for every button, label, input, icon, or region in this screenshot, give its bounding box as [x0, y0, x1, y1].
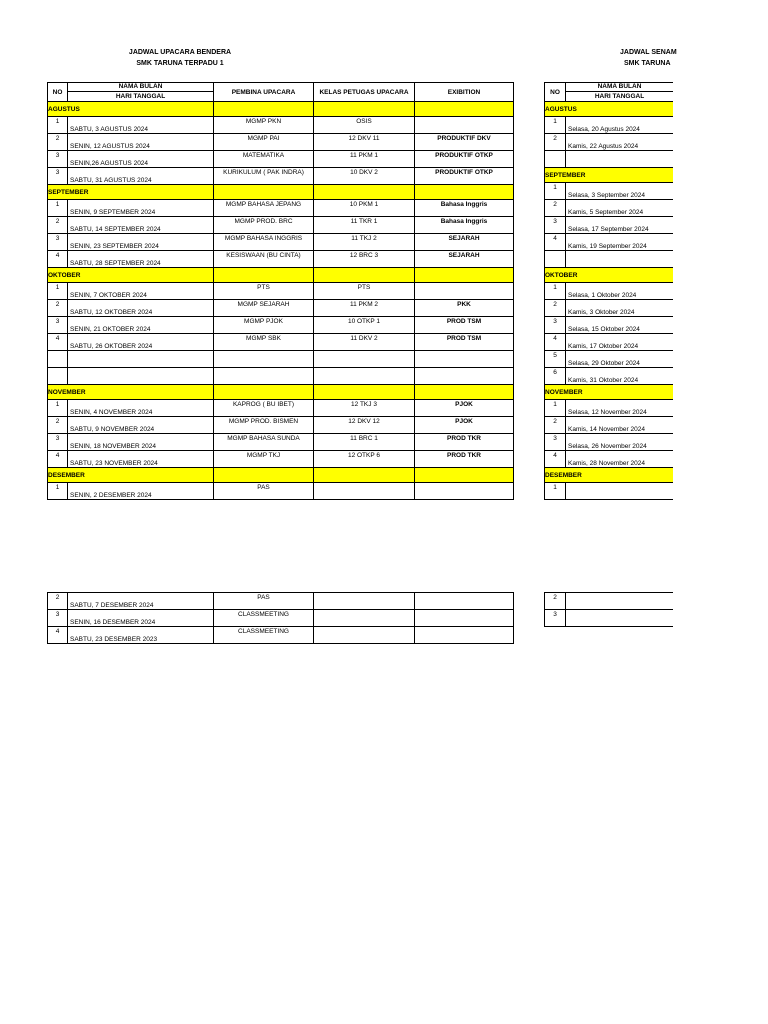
header-kelas-petugas: KELAS PETUGAS UPACARA: [314, 83, 415, 102]
table-row: [48, 434, 514, 451]
month-row-cell: [415, 102, 514, 117]
row-date: SENIN, 16 DESEMBER 2024: [68, 610, 214, 627]
row-kelas: [314, 368, 415, 385]
row-pembina: MATEMATIKA: [214, 151, 314, 168]
month-row: [48, 268, 514, 283]
senam-schedule-clip: [544, 0, 673, 1024]
row-number: 3: [48, 317, 68, 334]
table-row: [48, 200, 514, 217]
row-date: SENIN, 7 OKTOBER 2024: [68, 283, 214, 300]
table-row: [48, 151, 514, 168]
row-exibition: PKK: [415, 300, 514, 317]
table-row: [48, 627, 514, 644]
row-kelas: 11 DKV 2: [314, 334, 415, 351]
table-row: [48, 283, 514, 300]
row-number: 1: [545, 400, 566, 417]
month-row: [545, 102, 674, 117]
table-row: [545, 451, 674, 468]
row-date: Selasa, 3 September 2024: [566, 183, 674, 200]
row-date: SENIN, 9 SEPTEMBER 2024: [68, 200, 214, 217]
row-date: SENIN, 21 OKTOBER 2024: [68, 317, 214, 334]
row-kelas: PTS: [314, 283, 415, 300]
row-number: 2: [48, 593, 68, 610]
row-number: 4: [48, 251, 68, 268]
row-kelas: 11 TKJ 2: [314, 234, 415, 251]
month-label: DESEMBER: [48, 468, 214, 483]
left-title-line1: JADWAL UPACARA BENDERA: [128, 49, 232, 56]
month-label: AGUSTUS: [48, 102, 214, 117]
row-kelas: 11 TKR 1: [314, 217, 415, 234]
month-row-cell: [214, 268, 314, 283]
month-row-cell: [214, 185, 314, 200]
row-date: Selasa, 26 November 2024: [566, 434, 674, 451]
row-date: SABTU, 9 NOVEMBER 2024: [68, 417, 214, 434]
row-exibition: Bahasa Inggris: [415, 217, 514, 234]
row-number: 2: [48, 217, 68, 234]
row-date: Kamis, 22 Agustus 2024: [566, 134, 674, 151]
senam-schedule-table-continued: [544, 592, 673, 627]
month-row: [545, 168, 674, 183]
row-kelas: [314, 610, 415, 627]
row-date: SABTU, 3 AGUSTUS 2024: [68, 117, 214, 134]
row-number: 2: [545, 300, 566, 317]
row-number: 2: [48, 134, 68, 151]
table-row: [545, 417, 674, 434]
row-pembina: MGMP TKJ: [214, 451, 314, 468]
table-row: [48, 234, 514, 251]
row-exibition: [415, 610, 514, 627]
month-row-cell: [314, 268, 415, 283]
row-number: 1: [48, 283, 68, 300]
table-row: [545, 351, 674, 368]
row-number: 3: [545, 434, 566, 451]
row-date: Selasa, 20 Agustus 2024: [566, 117, 674, 134]
row-date: Kamis, 19 September 2024: [566, 234, 674, 251]
row-exibition: PRODUKTIF OTKP: [415, 168, 514, 185]
table-row: [48, 593, 514, 610]
row-pembina: PTS: [214, 283, 314, 300]
row-number: 3: [48, 610, 68, 627]
row-date: SENIN, 12 AGUSTUS 2024: [68, 134, 214, 151]
row-date: [566, 593, 674, 610]
table-row: [545, 334, 674, 351]
table-row: [48, 117, 514, 134]
senam-schedule-table: [544, 82, 673, 500]
row-number: 3: [48, 168, 68, 185]
table-row: [48, 217, 514, 234]
month-label: OKTOBER: [48, 268, 214, 283]
row-number: 3: [545, 317, 566, 334]
month-row: [48, 468, 514, 483]
row-pembina: MGMP PROD. BRC: [214, 217, 314, 234]
row-kelas: 11 PKM 2: [314, 300, 415, 317]
table-row: [545, 234, 674, 251]
row-number: 3: [545, 217, 566, 234]
upacara-schedule-table-continued: [47, 592, 514, 644]
row-exibition: [415, 368, 514, 385]
month-label: DESEMBER: [545, 468, 674, 483]
month-label: SEPTEMBER: [48, 185, 214, 200]
row-date: [566, 610, 674, 627]
month-label: OKTOBER: [545, 268, 674, 283]
row-number: 2: [545, 200, 566, 217]
row-date: SABTU, 26 OKTOBER 2024: [68, 334, 214, 351]
row-date: [566, 251, 674, 268]
row-kelas: 12 DKV 12: [314, 417, 415, 434]
row-kelas: OSIS: [314, 117, 415, 134]
header-no: NO: [545, 83, 566, 102]
row-number: 5: [545, 351, 566, 368]
row-kelas: 12 OTKP 6: [314, 451, 415, 468]
row-date: [566, 483, 674, 500]
row-number: 4: [48, 451, 68, 468]
row-date: SENIN,26 AGUSTUS 2024: [68, 151, 214, 168]
row-date: Selasa, 29 Oktober 2024: [566, 351, 674, 368]
row-kelas: [314, 593, 415, 610]
row-pembina: MGMP PJOK: [214, 317, 314, 334]
month-label: AGUSTUS: [545, 102, 674, 117]
table-row: [545, 400, 674, 417]
month-row-cell: [415, 385, 514, 400]
table-row: [48, 400, 514, 417]
row-number: 6: [545, 368, 566, 385]
header-exibition: EXIBITION: [415, 83, 514, 102]
row-kelas: 12 TKJ 3: [314, 400, 415, 417]
right-title-line1: JADWAL SENAM: [620, 49, 677, 56]
row-number: 4: [545, 334, 566, 351]
table-row: [545, 610, 674, 627]
row-kelas: 12 BRC 3: [314, 251, 415, 268]
row-exibition: [415, 283, 514, 300]
row-number: [545, 151, 566, 168]
table-row: [48, 317, 514, 334]
row-pembina: [214, 368, 314, 385]
table-row: [545, 317, 674, 334]
right-title-line2: SMK TARUNA: [624, 60, 671, 67]
month-row: [545, 268, 674, 283]
row-pembina: PAS: [214, 593, 314, 610]
row-kelas: [314, 483, 415, 500]
row-pembina: MGMP PAI: [214, 134, 314, 151]
table-row: [545, 117, 674, 134]
row-pembina: MGMP BAHASA INGGRIS: [214, 234, 314, 251]
row-date: SABTU, 23 DESEMBER 2023: [68, 627, 214, 644]
header-hari-tanggal: HARI TANGGAL: [594, 93, 645, 100]
row-pembina: KESISWAAN (BU CINTA): [214, 251, 314, 268]
row-exibition: Bahasa Inggris: [415, 200, 514, 217]
row-exibition: [415, 483, 514, 500]
row-date: SABTU, 28 SEPTEMBER 2024: [68, 251, 214, 268]
row-exibition: PROD TKR: [415, 451, 514, 468]
row-exibition: PRODUKTIF OTKP: [415, 151, 514, 168]
month-label: NOVEMBER: [48, 385, 214, 400]
header-nama-bulan: NAMA BULAN: [566, 83, 673, 92]
row-number: 1: [48, 400, 68, 417]
row-date: Kamis, 5 September 2024: [566, 200, 674, 217]
month-row: [48, 185, 514, 200]
month-label: SEPTEMBER: [545, 168, 674, 183]
row-number: [48, 368, 68, 385]
table-row: [48, 251, 514, 268]
row-kelas: 11 BRC 1: [314, 434, 415, 451]
table-row: [48, 368, 514, 385]
row-pembina: MGMP PKN: [214, 117, 314, 134]
row-date: Kamis, 17 Oktober 2024: [566, 334, 674, 351]
row-kelas: 11 PKM 1: [314, 151, 415, 168]
row-pembina: MGMP SEJARAH: [214, 300, 314, 317]
row-date: SABTU, 23 NOVEMBER 2024: [68, 451, 214, 468]
row-date: Selasa, 1 Oktober 2024: [566, 283, 674, 300]
row-pembina: MGMP BAHASA SUNDA: [214, 434, 314, 451]
month-row-cell: [314, 468, 415, 483]
header-no: NO: [48, 83, 68, 102]
row-number: 1: [48, 117, 68, 134]
table-row: [48, 351, 514, 368]
row-number: [48, 351, 68, 368]
month-row-cell: [214, 468, 314, 483]
row-date: Selasa, 15 Oktober 2024: [566, 317, 674, 334]
row-number: 3: [48, 234, 68, 251]
table-row: [545, 434, 674, 451]
row-exibition: SEJARAH: [415, 251, 514, 268]
row-number: [545, 251, 566, 268]
row-kelas: 12 DKV 11: [314, 134, 415, 151]
table-row: [48, 483, 514, 500]
row-date: Kamis, 31 Oktober 2024: [566, 368, 674, 385]
month-row-cell: [314, 185, 415, 200]
row-date: SABTU, 31 AGUSTUS 2024: [68, 168, 214, 185]
row-number: 1: [545, 483, 566, 500]
header-nama-bulan: NAMA BULAN: [68, 83, 213, 92]
row-date: Kamis, 28 November 2024: [566, 451, 674, 468]
row-pembina: KAPROG ( BU IBET): [214, 400, 314, 417]
row-date: [566, 151, 674, 168]
row-pembina: CLASSMEETING: [214, 610, 314, 627]
month-row: [545, 385, 674, 400]
row-pembina: MGMP BAHASA JEPANG: [214, 200, 314, 217]
row-number: 1: [48, 483, 68, 500]
row-number: 1: [545, 183, 566, 200]
table-row: [48, 168, 514, 185]
row-exibition: PJOK: [415, 400, 514, 417]
row-date: [68, 368, 214, 385]
row-exibition: [415, 593, 514, 610]
row-number: 2: [545, 134, 566, 151]
row-exibition: [415, 351, 514, 368]
row-date: SENIN, 23 SEPTEMBER 2024: [68, 234, 214, 251]
row-date: SABTU, 14 SEPTEMBER 2024: [68, 217, 214, 234]
table-row: [545, 483, 674, 500]
table-row: [545, 183, 674, 200]
row-number: 4: [545, 451, 566, 468]
table-row: [545, 200, 674, 217]
month-row-cell: [214, 385, 314, 400]
row-number: 1: [545, 117, 566, 134]
month-row: [48, 385, 514, 400]
row-number: 1: [48, 200, 68, 217]
month-row-cell: [314, 102, 415, 117]
row-pembina: PAS: [214, 483, 314, 500]
table-row: [545, 251, 674, 268]
row-exibition: [415, 117, 514, 134]
month-row-cell: [314, 385, 415, 400]
month-row-cell: [415, 468, 514, 483]
upacara-schedule-table: [47, 82, 514, 500]
header-nama-bulan-hari-tanggal: [566, 83, 674, 102]
table-row: [545, 368, 674, 385]
row-number: 2: [545, 417, 566, 434]
row-exibition: PROD TSM: [415, 317, 514, 334]
row-number: 2: [48, 417, 68, 434]
header-pembina-upacara: PEMBINA UPACARA: [214, 83, 314, 102]
row-number: 2: [545, 593, 566, 610]
row-date: [68, 351, 214, 368]
month-label: NOVEMBER: [545, 385, 674, 400]
row-kelas: [314, 351, 415, 368]
row-kelas: 10 DKV 2: [314, 168, 415, 185]
month-row: [48, 102, 514, 117]
row-kelas: [314, 627, 415, 644]
row-exibition: PROD TKR: [415, 434, 514, 451]
table-row: [48, 610, 514, 627]
table-row: [545, 134, 674, 151]
table-row: [48, 451, 514, 468]
header-row: [545, 83, 674, 102]
row-number: 4: [48, 627, 68, 644]
row-exibition: [415, 627, 514, 644]
header-hari-tanggal: HARI TANGGAL: [115, 93, 166, 100]
row-exibition: PRODUKTIF DKV: [415, 134, 514, 151]
row-pembina: CLASSMEETING: [214, 627, 314, 644]
row-date: Kamis, 14 November 2024: [566, 417, 674, 434]
row-pembina: MGMP PROD. BISMEN: [214, 417, 314, 434]
header-nama-bulan-hari-tanggal: [68, 83, 214, 102]
table-row: [545, 151, 674, 168]
left-title-line2: SMK TARUNA TERPADU 1: [136, 60, 224, 67]
row-kelas: 10 PKM 1: [314, 200, 415, 217]
row-date: SENIN, 2 DESEMBER 2024: [68, 483, 214, 500]
row-pembina: KURIKULUM ( PAK INDRA): [214, 168, 314, 185]
row-pembina: MGMP SBK: [214, 334, 314, 351]
table-row: [545, 217, 674, 234]
row-exibition: SEJARAH: [415, 234, 514, 251]
row-number: 3: [545, 610, 566, 627]
table-row: [48, 134, 514, 151]
table-row: [48, 334, 514, 351]
row-number: 1: [545, 283, 566, 300]
table-row: [545, 593, 674, 610]
row-date: Selasa, 12 November 2024: [566, 400, 674, 417]
row-date: SENIN, 4 NOVEMBER 2024: [68, 400, 214, 417]
month-row-cell: [415, 268, 514, 283]
row-number: 4: [545, 234, 566, 251]
row-date: Kamis, 3 Oktober 2024: [566, 300, 674, 317]
row-number: 3: [48, 151, 68, 168]
month-row: [545, 468, 674, 483]
row-number: 2: [48, 300, 68, 317]
table-row: [48, 300, 514, 317]
row-date: SABTU, 12 OKTOBER 2024: [68, 300, 214, 317]
table-row: [545, 300, 674, 317]
row-date: Selasa, 17 September 2024: [566, 217, 674, 234]
row-exibition: PROD TSM: [415, 334, 514, 351]
row-date: SABTU, 7 DESEMBER 2024: [68, 593, 214, 610]
row-kelas: 10 OTKP 1: [314, 317, 415, 334]
row-pembina: [214, 351, 314, 368]
row-date: SENIN, 18 NOVEMBER 2024: [68, 434, 214, 451]
table-row: [48, 417, 514, 434]
month-row-cell: [214, 102, 314, 117]
table-row: [545, 283, 674, 300]
month-row-cell: [415, 185, 514, 200]
row-number: 4: [48, 334, 68, 351]
header-row: [48, 83, 514, 102]
row-exibition: PJOK: [415, 417, 514, 434]
row-number: 3: [48, 434, 68, 451]
